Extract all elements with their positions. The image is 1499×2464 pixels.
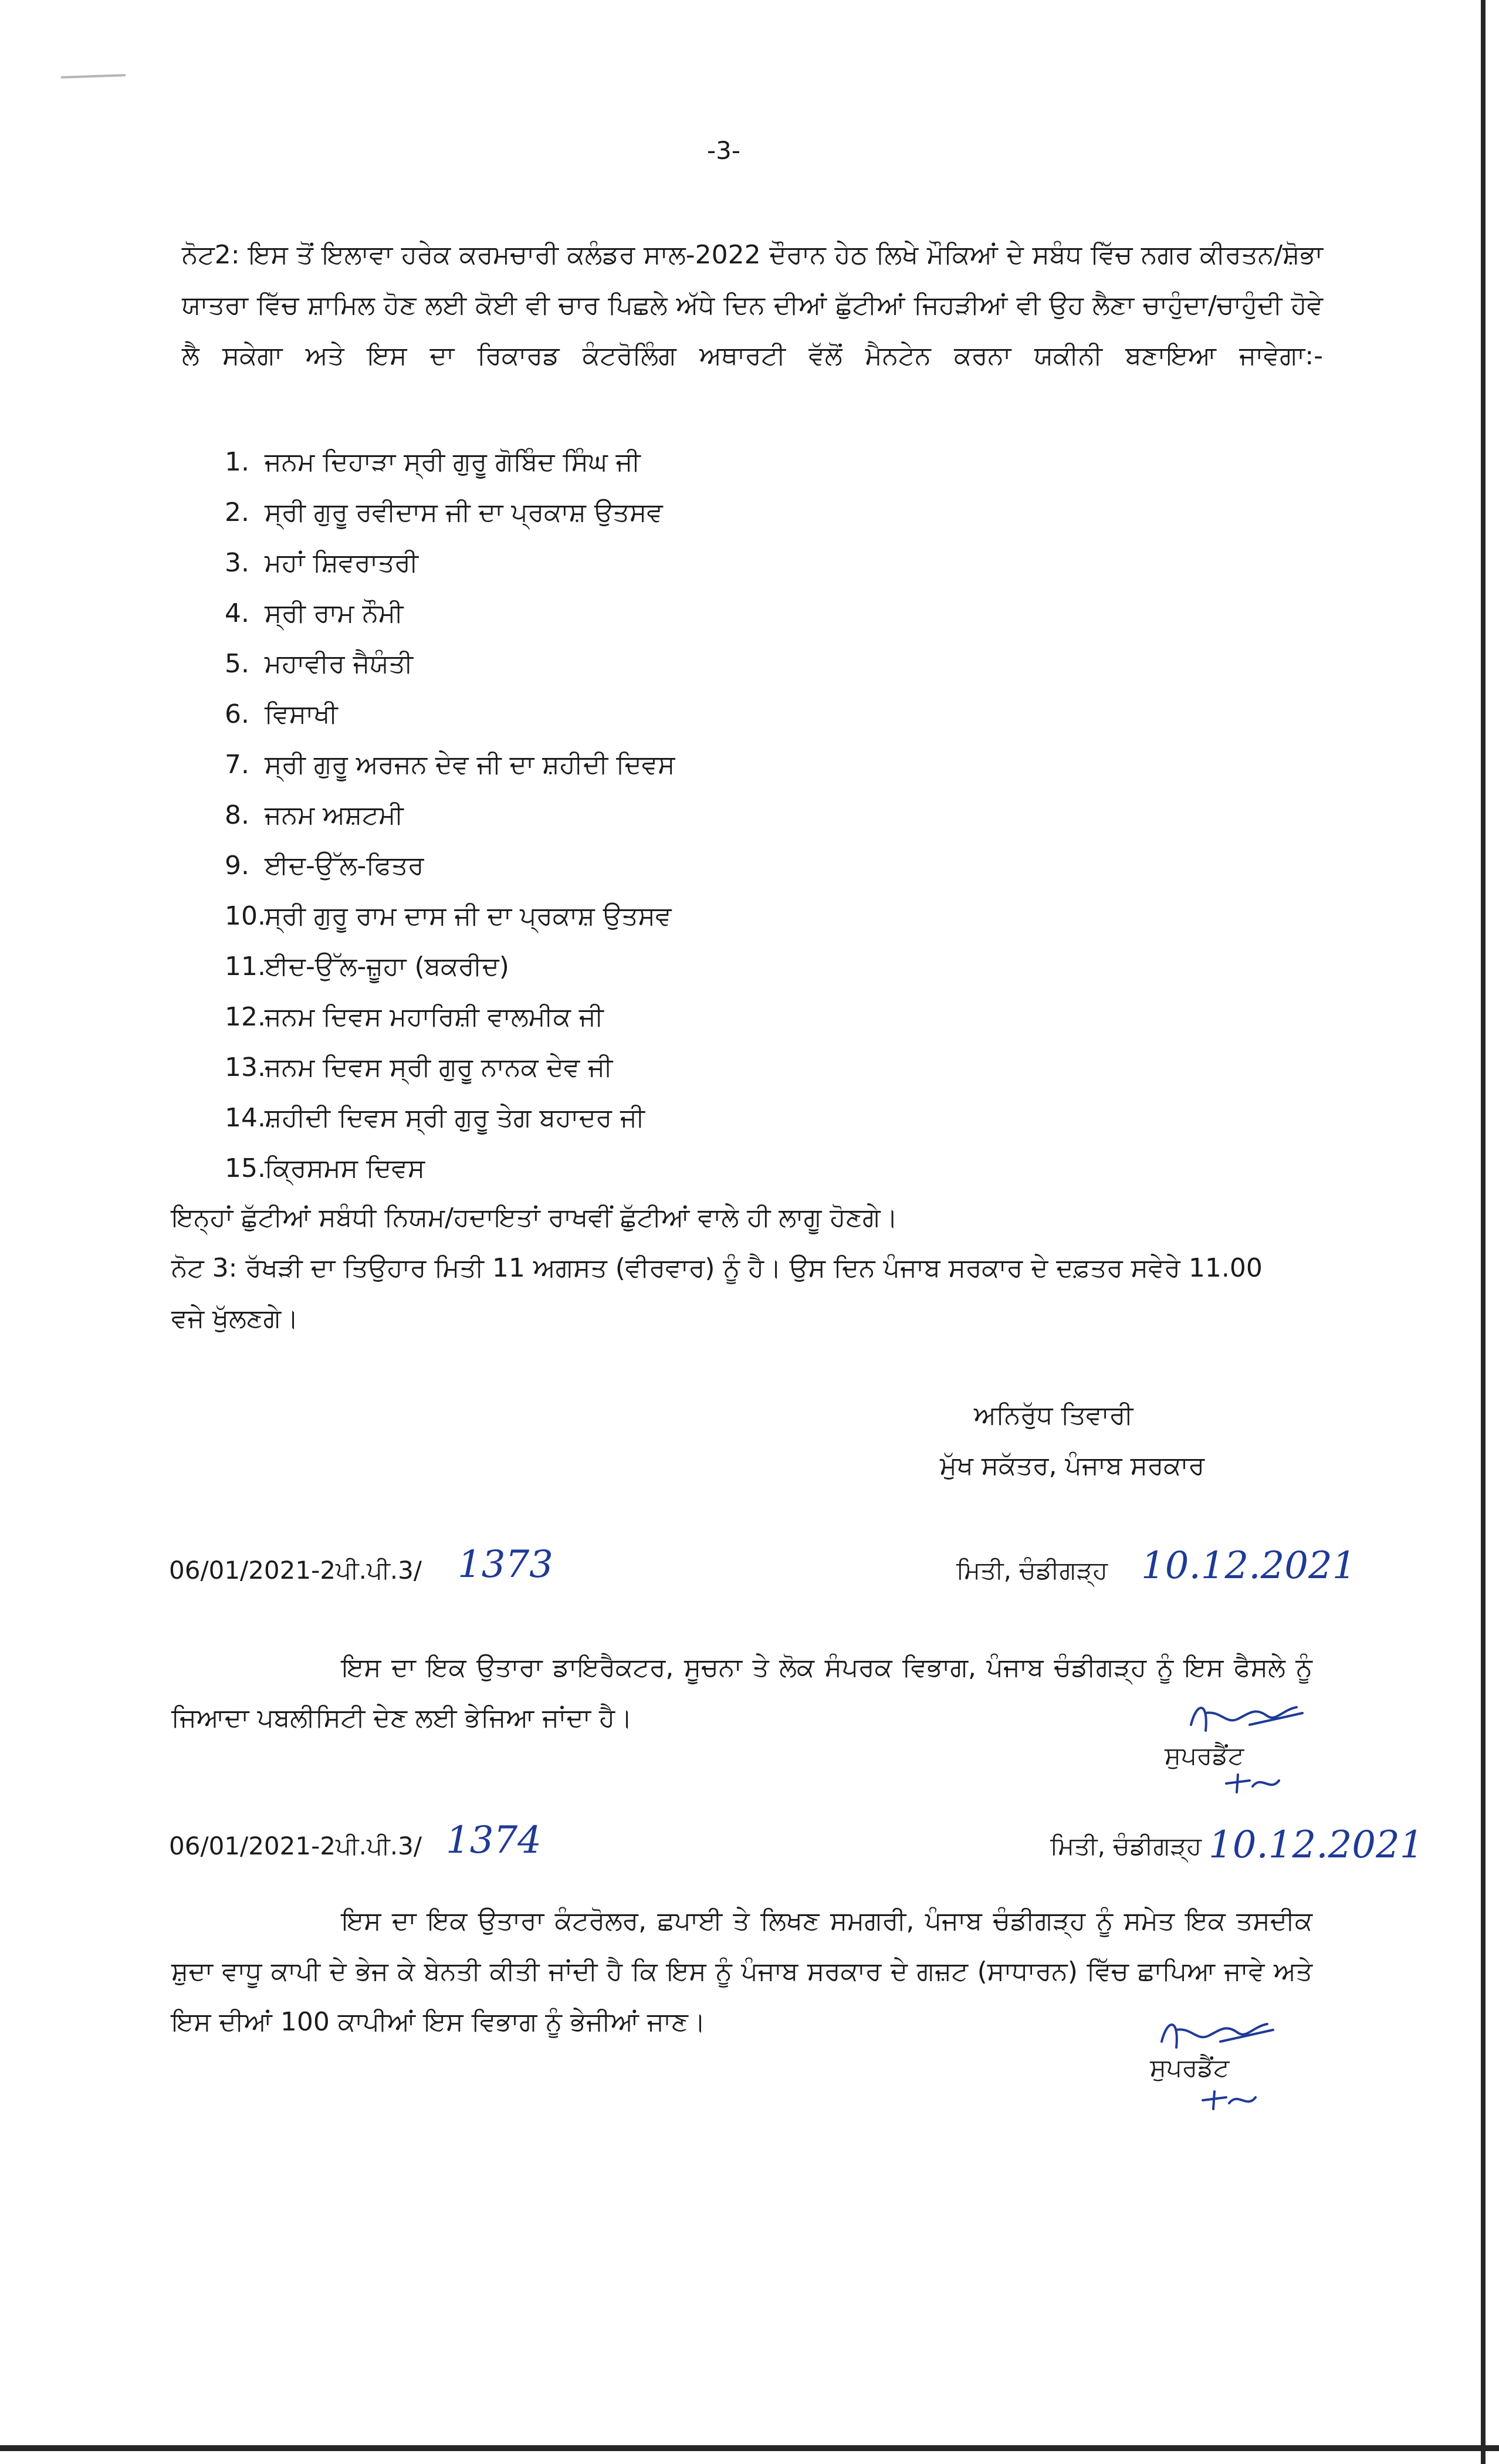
holiday-name: ਮਹਾਂ ਸ਼ਿਵਰਾਤਰੀ (265, 548, 418, 578)
endorsement2-ref: 06/01/2021-2ਪੀ.ਪੀ.3/ (169, 1832, 422, 1860)
holiday-item (225, 639, 675, 689)
holiday-number: 5. (225, 649, 249, 679)
endorsement1-signer: ਸੁਪਰਡੈਂਟ (1165, 1741, 1244, 1770)
endorsement2-body: ਇਸ ਦਾ ਇਕ ਉਤਾਰਾ ਕੰਟਰੋਲਰ, ਛਪਾਈ ਤੇ ਲਿਖਣ ਸਮਗਰੀ, ਪੰਜਾਬ ਚੰਡੀਗੜ੍ਹ ਨੂੰ ਸਮੇਤ ਇਕ ਤਸਦੀਕ ਸ਼ੁਦਾ ਵਾਧੂ ਕਾਪੀ ਦੇ ਭੇਜ ਕੇ ਬੇਨਤੀ ਕੀਤੀ ਜਾਂਦੀ ਹੈ ਕਿ ਇਸ ਨੂੰ ਪੰਜਾਬ ਸਰਕਾਰ ਦੇ ਗਜ਼ਟ (ਸਾਧਾਰਨ) ਵਿੱਚ ਛਾਪਿਆ ਜਾਵੇ ਅਤੇ ਇਸ ਦੀਆਂ 100 ਕਾਪੀਆਂ ਇਸ ਵਿਭਾਗ ਨੂੰ ਭੇਜੀਆਂ ਜਾਣ। (171, 1906, 1312, 2037)
endorsement2-signer: ਸੁਪਰਡੈਂਟ (1150, 2053, 1230, 2082)
holiday-name: ਸ੍ਰੀ ਗੁਰੂ ਅਰਜਨ ਦੇਵ ਜੀ ਦਾ ਸ਼ਹੀਦੀ ਦਿਵਸ (265, 750, 675, 780)
page-edge-bottom (0, 2445, 1499, 2451)
holiday-item (225, 538, 675, 588)
holiday-item (225, 1093, 675, 1143)
holiday-item (225, 488, 675, 538)
holiday-number: 6. (225, 699, 249, 729)
endorsement1-date-label: ਮਿਤੀ, ਚੰਡੀਗੜ੍ਹ (956, 1556, 1108, 1585)
holiday-number: 7. (225, 750, 249, 780)
endorsement2-ref-number: 1374 (446, 1819, 542, 1862)
endorsement1-body: ਇਸ ਦਾ ਇਕ ਉਤਾਰਾ ਡਾਇਰੈਕਟਰ, ਸੂਚਨਾ ਤੇ ਲੋਕ ਸੰਪਰਕ ਵਿਭਾਗ, ਪੰਜਾਬ ਚੰਡੀਗੜ੍ਹ ਨੂੰ ਇਸ ਫੈਸਲੇ ਨੂੰ ਜਿਆਦਾ ਪਬਲੀਸਿਟੀ ਦੇਣ ਲਈ ਭੇਜਿਆ ਜਾਂਦਾ ਹੈ। (171, 1653, 1312, 1733)
holiday-item (225, 790, 675, 841)
holiday-item (225, 992, 675, 1043)
holiday-item (225, 588, 675, 639)
note3-paragraph: ਨੋਟ 3: ਰੱਖੜੀ ਦਾ ਤਿਉਹਾਰ ਮਿਤੀ 11 ਅਗਸਤ (ਵੀਰਵਾਰ) ਨੂੰ ਹੈ। ਉਸ ਦਿਨ ਪੰਜਾਬ ਸਰਕਾਰ ਦੇ ਦਫ਼ਤਰ ਸਵੇਰੇ 11.00 ਵਜੇ ਖੁੱਲਣਗੇ। (171, 1253, 1263, 1333)
holiday-name: ਸ਼ਹੀਦੀ ਦਿਵਸ ਸ੍ਰੀ ਗੁਰੂ ਤੇਗ ਬਹਾਦਰ ਜੀ (265, 1103, 645, 1133)
holiday-name: ਸ੍ਰੀ ਰਾਮ ਨੌਮੀ (265, 598, 404, 628)
holiday-number: 10. (225, 901, 266, 931)
holiday-number: 11. (225, 952, 266, 981)
holiday-name: ਜਨਮ ਅਸ਼ਟਮੀ (265, 800, 404, 830)
endorsement1-initials (1220, 1769, 1291, 1798)
holiday-number: 9. (225, 851, 249, 881)
holiday-number: 15. (225, 1153, 266, 1183)
holiday-name: ਈਦ-ਉੱਲ-ਜ਼ੂਹਾ (ਬਕਰੀਦ) (265, 952, 509, 981)
signatory-title: ਮੁੱਖ ਸਕੱਤਰ, ਪੰਜਾਬ ਸਰਕਾਰ (940, 1451, 1205, 1481)
holiday-name: ਸ੍ਰੀ ਗੁਰੂ ਰਵੀਦਾਸ ਜੀ ਦਾ ਪ੍ਰਕਾਸ਼ ਉਤਸਵ (265, 497, 663, 527)
page-number: -3- (707, 136, 741, 165)
endorsement1-ref-number: 1373 (458, 1543, 553, 1586)
holiday-number: 12. (225, 1002, 266, 1032)
holiday-number: 2. (225, 497, 249, 527)
endorsement2-date-label: ਮਿਤੀ, ਚੰਡੀਗੜ੍ਹ (1050, 1832, 1202, 1860)
endorsement1-ref: 06/01/2021-2ਪੀ.ਪੀ.3/ (169, 1556, 422, 1585)
holiday-list (225, 437, 675, 1194)
holiday-item (225, 689, 675, 740)
holiday-item (225, 841, 675, 891)
holiday-name: ਸ੍ਰੀ ਗੁਰੂ ਰਾਮ ਦਾਸ ਜੀ ਦਾ ਪ੍ਰਕਾਸ਼ ਉਤਸਵ (265, 901, 672, 931)
holiday-item (225, 1043, 675, 1093)
holiday-number: 3. (225, 548, 249, 578)
endorsement2-date: 10.12.2021 (1209, 1823, 1424, 1867)
endorsement1-signature (1179, 1690, 1320, 1748)
holiday-item (225, 437, 675, 488)
note2-paragraph: ਨੋਟ2: ਇਸ ਤੋਂ ਇਲਾਵਾ ਹਰੇਕ ਕਰਮਚਾਰੀ ਕਲੰਡਰ ਸਾਲ-2022 ਦੌਰਾਨ ਹੇਠ ਲਿਖੇ ਮੌਕਿਆਂ ਦੇ ਸਬੰਧ ਵਿੱਚ ਨਗਰ ਕੀਰਤਨ/ਸ਼ੋਭਾ ਯਾਤਰਾ ਵਿੱਚ ਸ਼ਾਮਿਲ ਹੋਣ ਲਈ ਕੋਈ ਵੀ ਚਾਰ ਪਿਛਲੇ ਅੱਧੇ ਦਿਨ ਦੀਆਂ ਛੁੱਟੀਆਂ ਜਿਹੜੀਆਂ ਵੀ ਉਹ ਲੈਣਾ ਚਾਹੁੰਦਾ/ਚਾਹੁੰਦੀ ਹੋਵੇ ਲੈ ਸਕੇਗਾ ਅਤੇ ਇਸ ਦਾ ਰਿਕਾਰਡ ਕੰਟਰੋਲਿੰਗ ਅਥਾਰਟੀ ਵੱਲੋਂ ਮੈਨਟੇਨ ਕਰਨਾ ਯਕੀਨੀ ਬਣਾਇਆ ਜਾਵੇਗਾ:- (182, 240, 1323, 371)
holiday-item (225, 942, 675, 992)
holiday-number: 14. (225, 1103, 266, 1133)
holiday-name: ਈਦ-ਉੱਲ-ਫਿਤਰ (265, 851, 424, 881)
holiday-number: 1. (225, 447, 249, 477)
holiday-name: ਵਿਸਾਖੀ (265, 699, 338, 729)
holiday-number: 8. (225, 800, 249, 830)
holiday-name: ਜਨਮ ਦਿਵਸ ਮਹਾਰਿਸ਼ੀ ਵਾਲਮੀਕ ਜੀ (265, 1002, 604, 1032)
endorsement2-initials (1197, 2086, 1267, 2115)
holiday-item (225, 1143, 675, 1194)
page-edge-right (1481, 0, 1486, 2464)
scan-mark (61, 74, 126, 79)
holiday-item (225, 891, 675, 942)
holiday-name: ਮਹਾਵੀਰ ਜੈਯੰਤੀ (265, 649, 414, 679)
holiday-name: ਜਨਮ ਦਿਹਾੜਾ ਸ੍ਰੀ ਗੁਰੂ ਗੋਬਿੰਦ ਸਿੰਘ ਜੀ (265, 447, 641, 477)
holiday-name: ਜਨਮ ਦਿਵਸ ਸ੍ਰੀ ਗੁਰੂ ਨਾਨਕ ਦੇਵ ਜੀ (265, 1052, 613, 1082)
holiday-number: 13. (225, 1052, 266, 1082)
endorsement1-date: 10.12.2021 (1141, 1544, 1356, 1588)
holiday-item (225, 740, 675, 790)
holiday-number: 4. (225, 598, 249, 628)
rules-line: ਇਨ੍ਹਾਂ ਛੁੱਟੀਆਂ ਸਬੰਧੀ ਨਿਯਮ/ਹਦਾਇਤਾਂ ਰਾਖਵੀਂ ਛੁੱਟੀਆਂ ਵਾਲੇ ਹੀ ਲਾਗੂ ਹੋਣਗੇ। (171, 1203, 898, 1233)
signatory-name: ਅਨਿਰੁੱਧ ਤਿਵਾਰੀ (974, 1400, 1133, 1430)
holiday-name: ਕ੍ਰਿਸਮਸ ਦਿਵਸ (265, 1153, 425, 1183)
